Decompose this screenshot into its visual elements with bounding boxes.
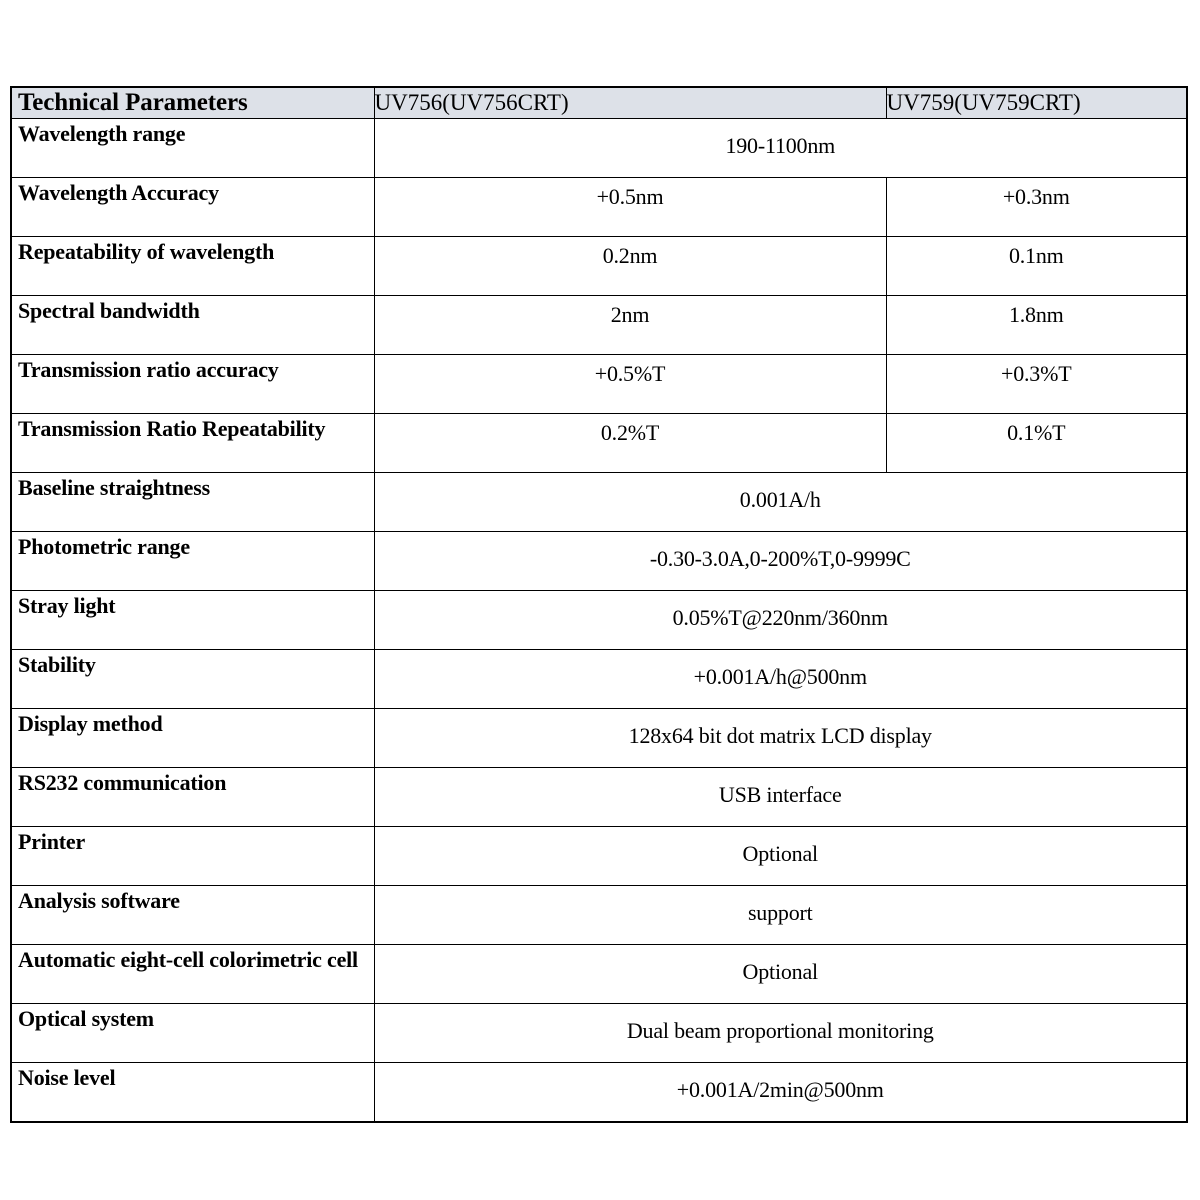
table-row (11, 1004, 1187, 1063)
row-label-text: Wavelength range (18, 121, 186, 146)
table-row (11, 296, 1187, 355)
row-value-cell-uv759 (886, 355, 1187, 414)
row-label-cell (11, 178, 374, 237)
row-value-cell-uv756 (374, 414, 886, 473)
row-value-text: 0.2%T (600, 420, 660, 445)
row-value-text: Optional (742, 959, 818, 984)
row-value-cell-merged (374, 945, 1187, 1004)
row-label-cell (11, 1063, 374, 1123)
row-value-cell-merged (374, 827, 1187, 886)
row-label-text: Baseline straightness (18, 475, 210, 500)
row-label-text: Spectral bandwidth (18, 298, 200, 323)
row-value-cell-merged (374, 473, 1187, 532)
table-row (11, 650, 1187, 709)
row-label-cell (11, 119, 374, 178)
technical-parameters-table (10, 86, 1188, 1123)
row-value-text: 1.8nm (1008, 302, 1064, 327)
row-label-cell (11, 355, 374, 414)
header-cell-model-1 (886, 87, 1187, 119)
row-value-text: 0.2nm (602, 243, 658, 268)
row-value-cell-uv756 (374, 355, 886, 414)
row-label-cell (11, 296, 374, 355)
row-label-text: Transmission ratio accuracy (18, 357, 279, 382)
table-row (11, 886, 1187, 945)
row-label-cell (11, 709, 374, 768)
row-label-cell (11, 237, 374, 296)
row-value-text: 2nm (610, 302, 650, 327)
row-value-cell-uv759 (886, 414, 1187, 473)
table-header-row (11, 87, 1187, 119)
table-row (11, 709, 1187, 768)
row-value-text: +0.3%T (1001, 361, 1072, 386)
row-value-text: +0.001A/h@500nm (693, 664, 867, 689)
row-value-cell-uv756 (374, 296, 886, 355)
row-value-cell-uv756 (374, 178, 886, 237)
row-label-text: Repeatability of wavelength (18, 239, 275, 264)
row-value-cell-merged (374, 886, 1187, 945)
row-label-cell (11, 768, 374, 827)
row-value-text: +0.5nm (596, 184, 664, 209)
table-row (11, 532, 1187, 591)
row-label-cell (11, 945, 374, 1004)
row-value-cell-merged (374, 591, 1187, 650)
row-value-cell-uv759 (886, 237, 1187, 296)
table-row (11, 414, 1187, 473)
row-value-text: USB interface (718, 782, 842, 807)
table-row (11, 945, 1187, 1004)
row-value-text: 0.1nm (1008, 243, 1064, 268)
row-value-text: -0.30-3.0A,0-200%T,0-9999C (649, 546, 911, 571)
table-row (11, 473, 1187, 532)
table-row (11, 119, 1187, 178)
row-label-cell (11, 827, 374, 886)
row-label-text: Automatic eight-cell colorimetric cell (18, 947, 358, 972)
row-value-text: 0.001A/h (739, 487, 821, 512)
row-label-text: Optical system (18, 1006, 154, 1031)
row-label-text: Noise level (18, 1065, 116, 1090)
row-value-cell-uv759 (886, 178, 1187, 237)
row-label-cell (11, 473, 374, 532)
row-value-text: 128x64 bit dot matrix LCD display (628, 723, 932, 748)
spec-table-container (10, 86, 1186, 1123)
row-value-cell-merged (374, 768, 1187, 827)
row-value-cell-merged (374, 709, 1187, 768)
row-value-text: 190-1100nm (725, 133, 836, 158)
table-row (11, 591, 1187, 650)
table-row (11, 1063, 1187, 1123)
header-cell-model-0 (374, 87, 886, 119)
row-label-cell (11, 886, 374, 945)
row-label-cell (11, 591, 374, 650)
row-label-text: Transmission Ratio Repeatability (18, 416, 326, 441)
row-label-cell (11, 414, 374, 473)
row-value-cell-merged (374, 1063, 1187, 1123)
header-label-text: Technical Parameters (18, 89, 248, 116)
row-label-text: Photometric range (18, 534, 190, 559)
row-value-text: 0.1%T (1007, 420, 1066, 445)
row-value-cell-merged (374, 650, 1187, 709)
row-value-text: +0.3nm (1002, 184, 1070, 209)
row-label-text: Analysis software (18, 888, 180, 913)
table-row (11, 768, 1187, 827)
row-value-text: +0.5%T (594, 361, 666, 386)
row-value-text: +0.001A/2min@500nm (676, 1077, 884, 1102)
row-value-cell-uv759 (886, 296, 1187, 355)
header-cell-parameters (11, 87, 374, 119)
row-label-cell (11, 1004, 374, 1063)
row-label-text: Printer (18, 829, 86, 854)
row-label-text: Display method (18, 711, 163, 736)
row-value-text: 0.05%T@220nm/360nm (672, 605, 888, 630)
row-value-text: Dual beam proportional monitoring (626, 1018, 934, 1043)
table-row (11, 827, 1187, 886)
row-value-cell-merged (374, 532, 1187, 591)
table-row (11, 178, 1187, 237)
row-value-cell-merged (374, 119, 1187, 178)
row-label-text: Wavelength Accuracy (18, 180, 219, 205)
header-model-text: UV759(UV759CRT) (886, 90, 1081, 115)
row-value-cell-merged (374, 1004, 1187, 1063)
row-label-text: Stray light (18, 593, 116, 618)
row-value-cell-uv756 (374, 237, 886, 296)
row-label-cell (11, 650, 374, 709)
row-label-text: RS232 communication (18, 770, 227, 795)
row-value-text: Optional (742, 841, 818, 866)
row-value-text: support (747, 900, 813, 925)
header-model-text: UV756(UV756CRT) (374, 90, 569, 115)
row-label-cell (11, 532, 374, 591)
row-label-text: Stability (18, 652, 96, 677)
table-row (11, 355, 1187, 414)
table-row (11, 237, 1187, 296)
